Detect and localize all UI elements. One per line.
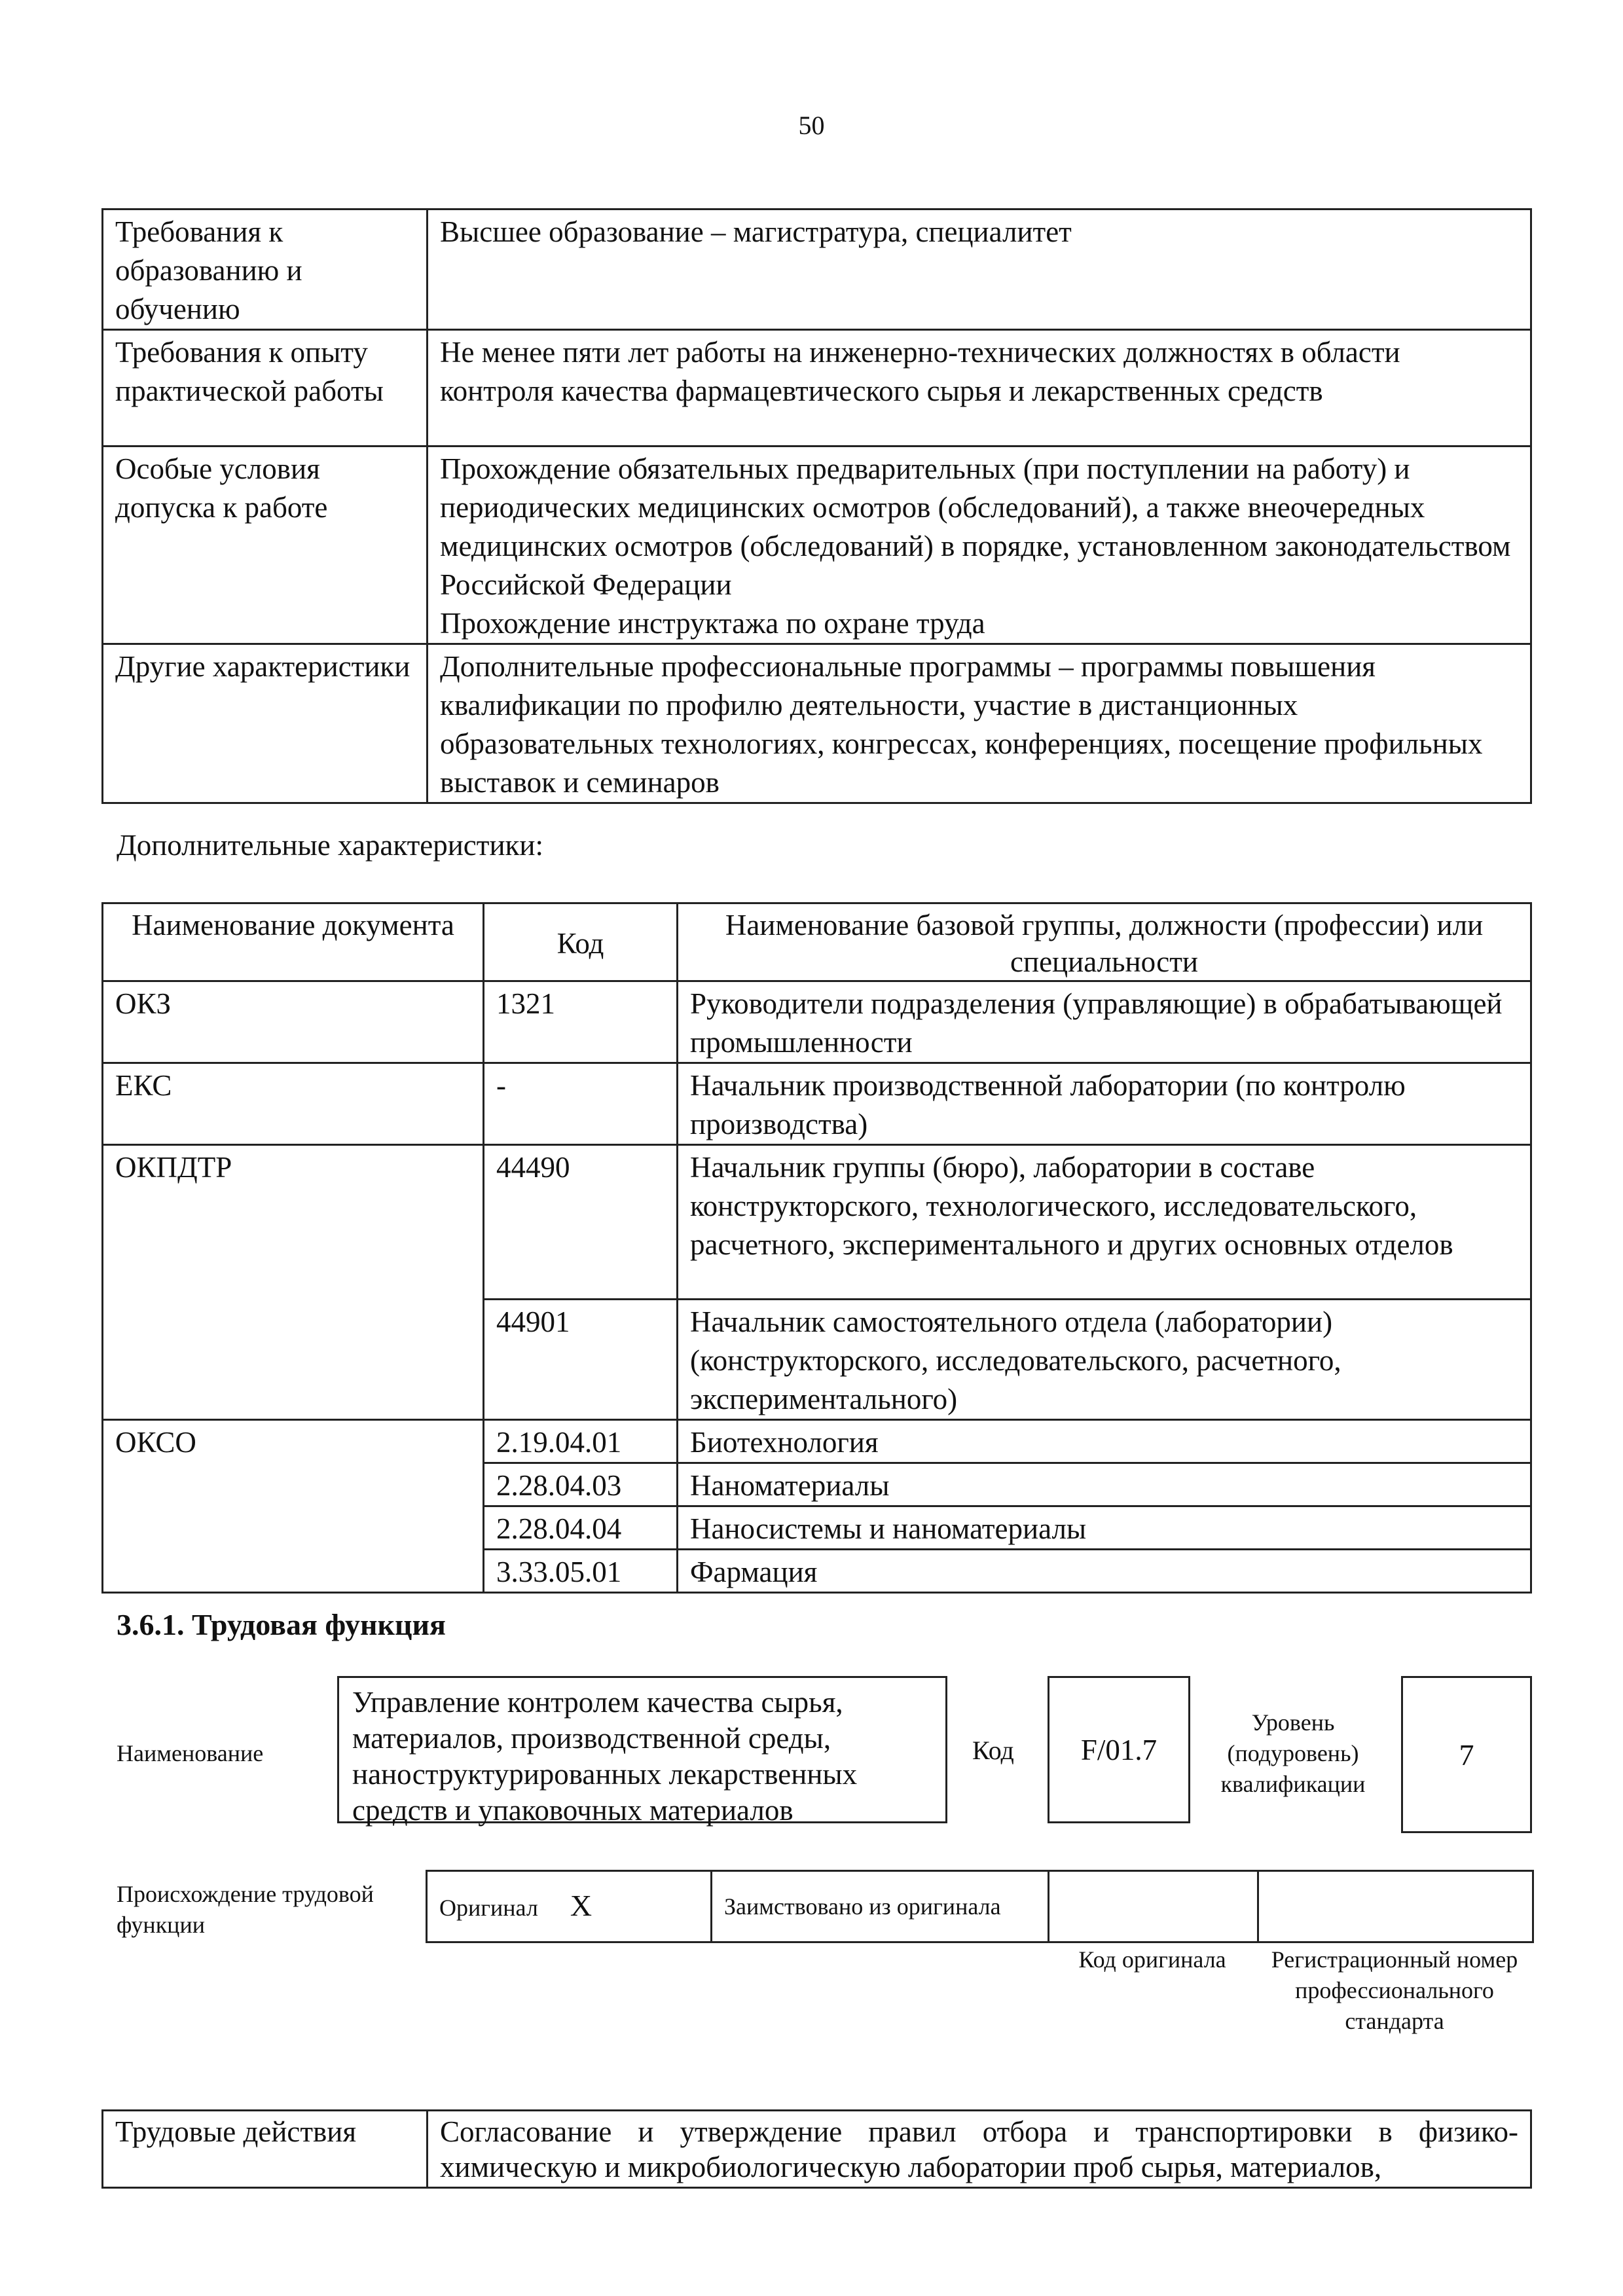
requirement-value: Дополнительные профессиональные программы – программы повышения квалификации по профилю деятельности, участие в дистанционных образовательных технологиях, конгрессах, конференциях, посещение профильных выставок и семинаров — [428, 644, 1531, 803]
table-row — [103, 210, 1531, 330]
code-cell: 2.28.04.04 — [484, 1506, 678, 1550]
table-row — [103, 1063, 1531, 1145]
original-label: Оригинал — [439, 1894, 538, 1921]
requirement-value: Не менее пяти лет работы на инженерно-технических должностях в области контроля качества фармацевтического сырья и лекарственных средств — [428, 330, 1531, 446]
doc-cell: ОКПДТР — [103, 1145, 484, 1420]
table-row — [103, 2111, 1531, 2188]
name-cell: Фармация — [678, 1550, 1531, 1593]
requirement-label: Другие характеристики — [103, 644, 428, 803]
origin-label: Происхождение трудовой функции — [117, 1881, 374, 1938]
name-cell: Наносистемы и наноматериалы — [678, 1506, 1531, 1550]
requirement-label: Требования к опыту практической работы — [103, 330, 428, 446]
name-cell: Начальник производственной лаборатории (по контролю производства) — [678, 1063, 1531, 1145]
requirement-value-2: Прохождение инструктажа по охране труда — [440, 607, 985, 640]
table-row — [103, 644, 1531, 803]
code-cell: 44490 — [484, 1145, 678, 1300]
section-title: 3.6.1. Трудовая функция — [117, 1608, 446, 1641]
table-row — [103, 1145, 1531, 1300]
requirement-value-cell — [428, 446, 1531, 644]
doc-cell: ОКСО — [103, 1420, 484, 1593]
code-cell: 44901 — [484, 1300, 678, 1420]
name-cell: Начальник самостоятельного отдела (лаборатории) (конструкторского, исследовательского, расчетного, экспериментального) — [678, 1300, 1531, 1420]
doc-cell: ОКЗ — [103, 981, 484, 1063]
function-code-box: F/01.7 — [1048, 1676, 1190, 1823]
code-cell: - — [484, 1063, 678, 1145]
table-header-row — [103, 903, 1531, 981]
original-cell — [427, 1871, 712, 1942]
table-row — [103, 981, 1531, 1063]
table-row — [427, 1871, 1533, 1942]
code-cell: 3.33.05.01 — [484, 1550, 678, 1593]
name-cell: Начальник группы (бюро), лаборатории в составе конструкторского, технологического, исследовательского, расчетного, экспериментального и других основных отделов — [678, 1145, 1531, 1300]
requirement-value: Высшее образование – магистратура, специалитет — [428, 210, 1531, 330]
header-doc: Наименование документа — [103, 903, 484, 981]
original-code-caption: Код оригинала — [1078, 1946, 1226, 1973]
header-code: Код — [484, 903, 678, 981]
code-cell: 1321 — [484, 981, 678, 1063]
labor-actions-label: Трудовые действия — [103, 2111, 428, 2188]
requirement-value: Прохождение обязательных предварительных (при поступлении на работу) и периодических медицинских осмотров (обследований), а также внеочередных медицинских осмотров (обследований) в порядке, установленном законодательством Российской Федерации — [440, 452, 1511, 601]
origin-table — [426, 1870, 1534, 1943]
name-label: Наименование — [117, 1740, 264, 1766]
name-cell: Наноматериалы — [678, 1463, 1531, 1506]
original-mark: X — [570, 1888, 593, 1922]
table-row — [103, 446, 1531, 644]
header-name: Наименование базовой группы, должности (профессии) или специальности — [678, 903, 1531, 981]
labor-actions-table — [101, 2109, 1532, 2189]
code-cell: 2.28.04.03 — [484, 1463, 678, 1506]
page-number: 50 — [798, 111, 825, 140]
reg-number-cell — [1258, 1871, 1533, 1942]
original-code-cell — [1049, 1871, 1258, 1942]
function-name-box: Управление контролем качества сырья, материалов, производственной среды, наноструктурированных лекарственных средств и упаковочных материалов — [337, 1676, 947, 1823]
level-value-box: 7 — [1401, 1676, 1532, 1833]
requirement-label: Требования к образованию и обучению — [103, 210, 428, 330]
doc-cell: ЕКС — [103, 1063, 484, 1145]
additional-characteristics-table — [101, 902, 1532, 1594]
labor-actions-value: Согласование и утверждение правил отбора и транспортировки в физико-химическую и микробиологическую лаборатории проб сырья, материалов, — [428, 2111, 1531, 2188]
borrowed-label: Заимствовано из оригинала — [712, 1871, 1049, 1942]
code-label: Код — [972, 1736, 1014, 1765]
table-row — [103, 330, 1531, 446]
requirement-label: Особые условия допуска к работе — [103, 446, 428, 644]
code-cell: 2.19.04.01 — [484, 1420, 678, 1463]
name-cell: Руководители подразделения (управляющие) в обрабатывающей промышленности — [678, 981, 1531, 1063]
level-label: Уровень (подуровень) квалификации — [1220, 1709, 1366, 1797]
reg-number-caption: Регистрационный номер профессионального стандарта — [1271, 1946, 1518, 2034]
name-cell: Биотехнология — [678, 1420, 1531, 1463]
additional-characteristics-title: Дополнительные характеристики: — [117, 829, 543, 862]
table-row — [103, 1420, 1531, 1463]
requirements-table — [101, 208, 1532, 804]
